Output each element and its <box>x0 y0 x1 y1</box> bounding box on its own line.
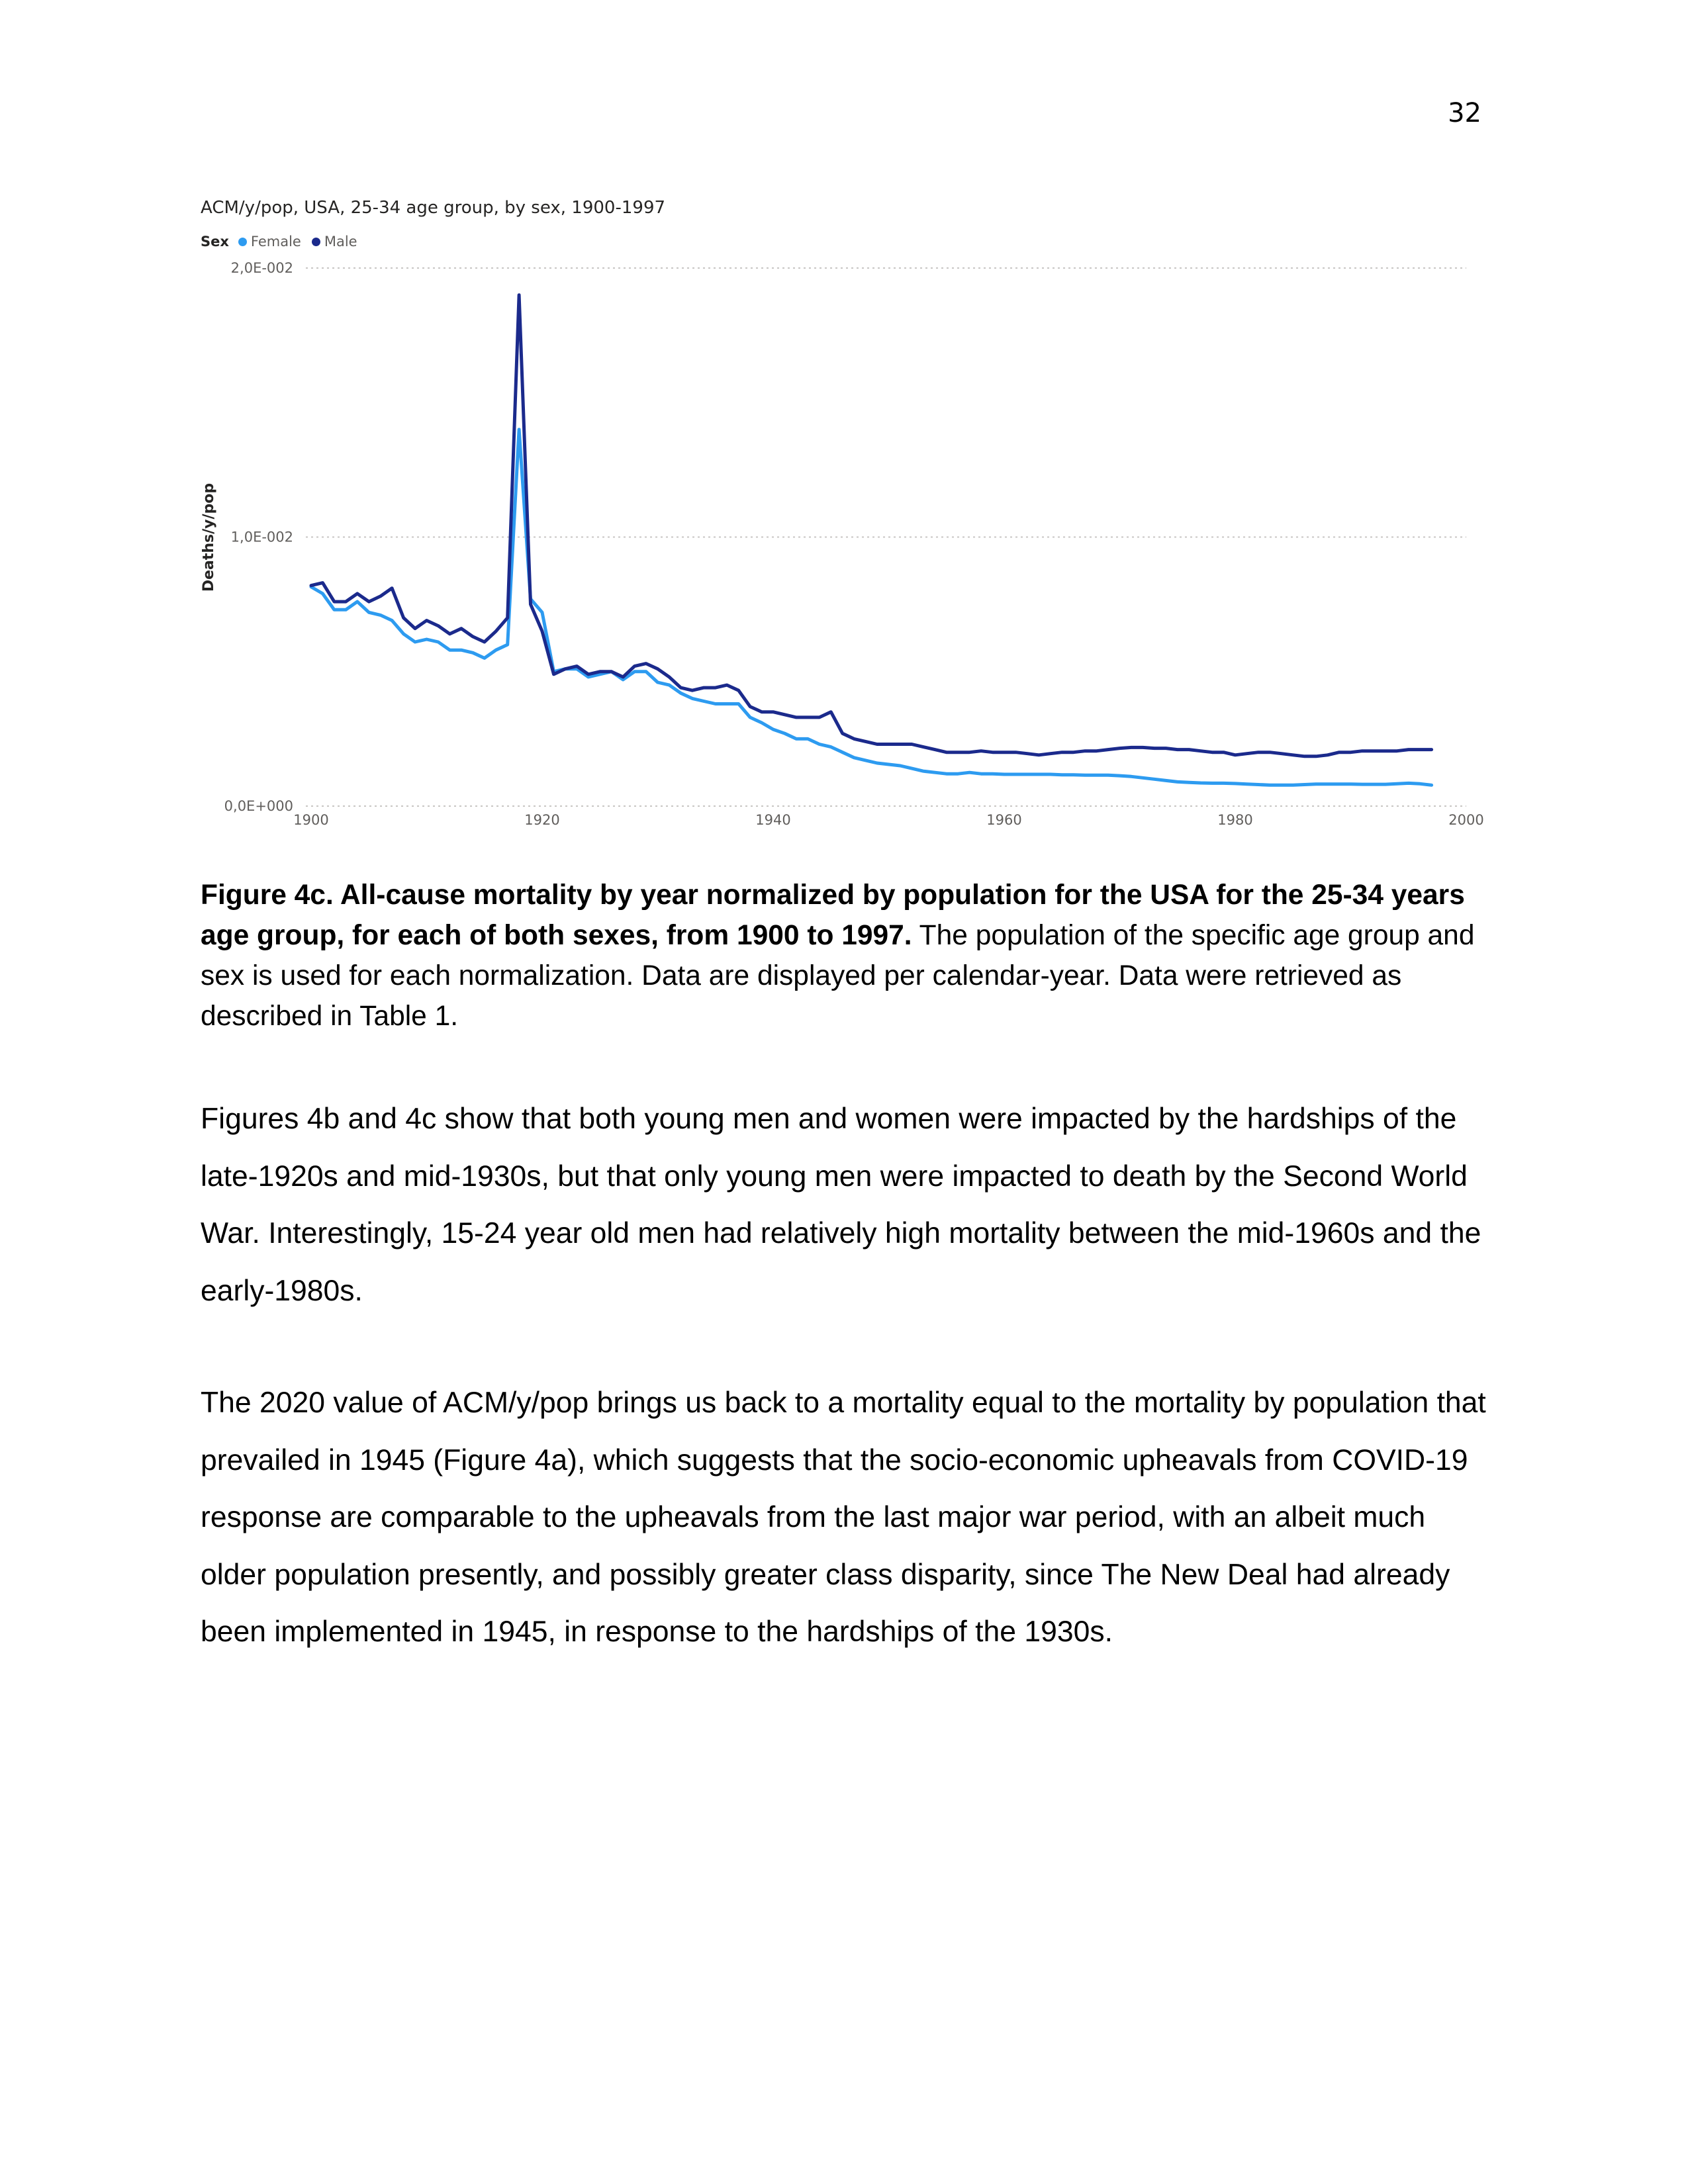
chart-title: ACM/y/pop, USA, 25-34 age group, by sex, 1900-1997 <box>201 198 666 218</box>
x-tick-label: 1920 <box>524 812 560 828</box>
x-tick-label: 1960 <box>986 812 1022 828</box>
legend-female-label: Female <box>250 234 301 250</box>
page-number: 32 <box>1448 98 1481 128</box>
x-tick-label: 1940 <box>755 812 791 828</box>
figure-caption-bold: Figure 4c. All-cause mortality by year normalized by population for the USA for the 25-34 years age group, for each of both sexes, from 1900 to 1997. <box>201 880 1465 951</box>
y-tick-label: 0,0E+000 <box>224 798 293 814</box>
legend-male-label: Male <box>324 234 357 250</box>
x-tick-label: 2000 <box>1448 812 1484 828</box>
y-tick-label: 1,0E-002 <box>230 529 293 545</box>
x-tick-label: 1900 <box>293 812 329 828</box>
x-tick-label: 1980 <box>1217 812 1253 828</box>
mortality-line-chart <box>0 0 1688 860</box>
legend-title: Sex <box>201 234 229 250</box>
series-line-male <box>311 295 1432 756</box>
figure-caption <box>201 875 1488 1036</box>
body-paragraph-2: The 2020 value of ACM/y/pop brings us back to a mortality equal to the mortality by population that prevailed in 1945 (Figure 4a), which suggests that the socio-economic upheavals from COVID-19 response are comparable to the upheavals from the last major war period, with an albeit much older population presently, and possibly greater class disparity, since The New Deal had already been implemented in 1945, in response to the hardships of the 1930s. <box>201 1387 1486 1648</box>
y-axis-title: Deaths/y/pop <box>201 482 217 592</box>
y-tick-label: 2,0E-002 <box>230 260 293 276</box>
body-paragraph-1: Figures 4b and 4c show that both young men and women were impacted by the hardships of the late-1920s and mid-1930s, but that only young men were impacted to death by the Second World War. Interestingly, 15-24 year old men had relatively high mortality between the mid-1960s and the early-1980s. <box>201 1103 1481 1307</box>
series-line-female <box>311 430 1432 785</box>
figure-caption-text: The population of the specific age group and sex is used for each normalization. Data are displayed per calendar-year. Data were retrieved as described in Table 1. <box>201 920 1475 1032</box>
